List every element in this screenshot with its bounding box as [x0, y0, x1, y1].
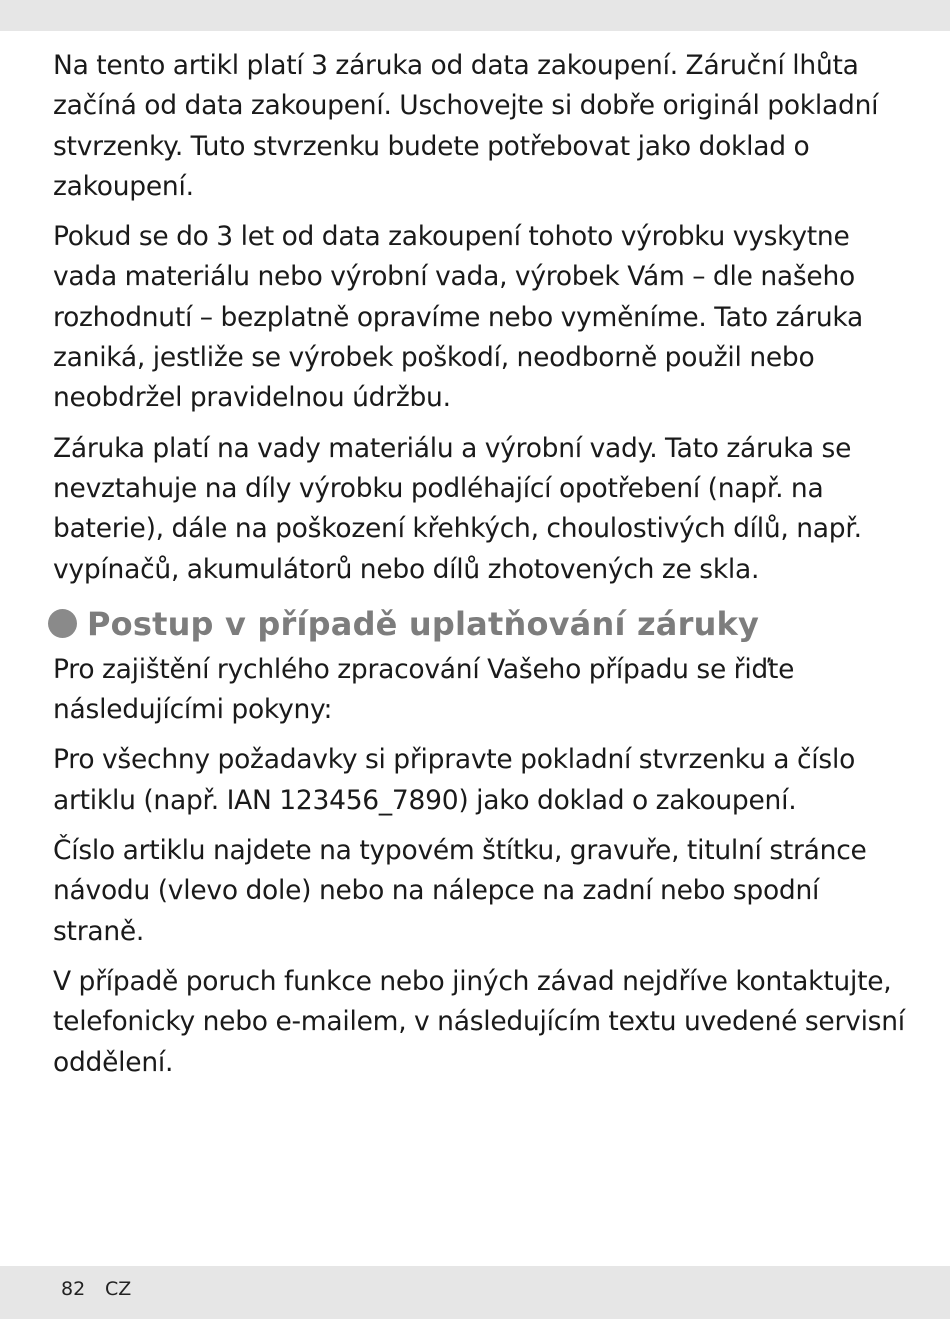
warranty-paragraph-1: Na tento artikl platí 3 záruka od data zakoupení. Záruční lhůta začíná od data zakoupení. Uschovejte si dobře originál pokladní stvrzenky. Tuto stvrzenku budete potřebovat jako doklad o zakoupení.	[53, 50, 879, 202]
procedure-paragraph-1: Pro zajištění rychlého zpracování Vašeho případu se řiďte následujícími pokyny:	[53, 653, 795, 726]
page-content	[53, 46, 913, 1093]
procedure-paragraph-3: Číslo artiklu najdete na typovém štítku, gravuře, titulní stránce návodu (vlevo dole) nebo na nálepce na zadní nebo spodní straně.	[53, 835, 867, 947]
page-number: 82	[61, 1278, 86, 1300]
section-heading	[48, 600, 913, 648]
procedure-paragraph-2: Pro všechny požadavky si připravte pokladní stvrzenku a číslo artiklu (např. IAN 123456_7890) jako doklad o zakoupení.	[53, 744, 856, 816]
language-code: CZ	[105, 1278, 132, 1300]
bullet-circle-icon	[48, 609, 77, 638]
warranty-paragraph-3: Záruka platí na vady materiálu a výrobní vady. Tato záruka se nevztahuje na díly výrobku podléhající opotřebení (např. na baterie), dále na poškození křehkých, choulostivých dílů, např. vypínačů, akumulátorů nebo dílů zhotovených ze skla.	[53, 432, 862, 585]
warranty-paragraph-2: Pokud se do 3 let od data zakoupení tohoto výrobku vyskytne vada materiálu nebo výrobní vada, výrobek Vám – dle našeho rozhodnutí – bezplatně opravíme nebo vyměníme. Tato záruka zaniká, jestliže se výrobek poškodí, neodborně použil nebo neobdržel pravidelnou údržbu.	[53, 221, 864, 414]
procedure-paragraph-4: V případě poruch funkce nebo jiných závad nejdříve kontaktujte, telefonicky nebo e-mailem, v následujícím textu uvedené servisní oddělení.	[53, 965, 905, 1078]
footer-band	[0, 1266, 950, 1319]
section-heading-text: Postup v případě uplatňování záruky	[87, 604, 760, 643]
top-band	[0, 0, 950, 31]
